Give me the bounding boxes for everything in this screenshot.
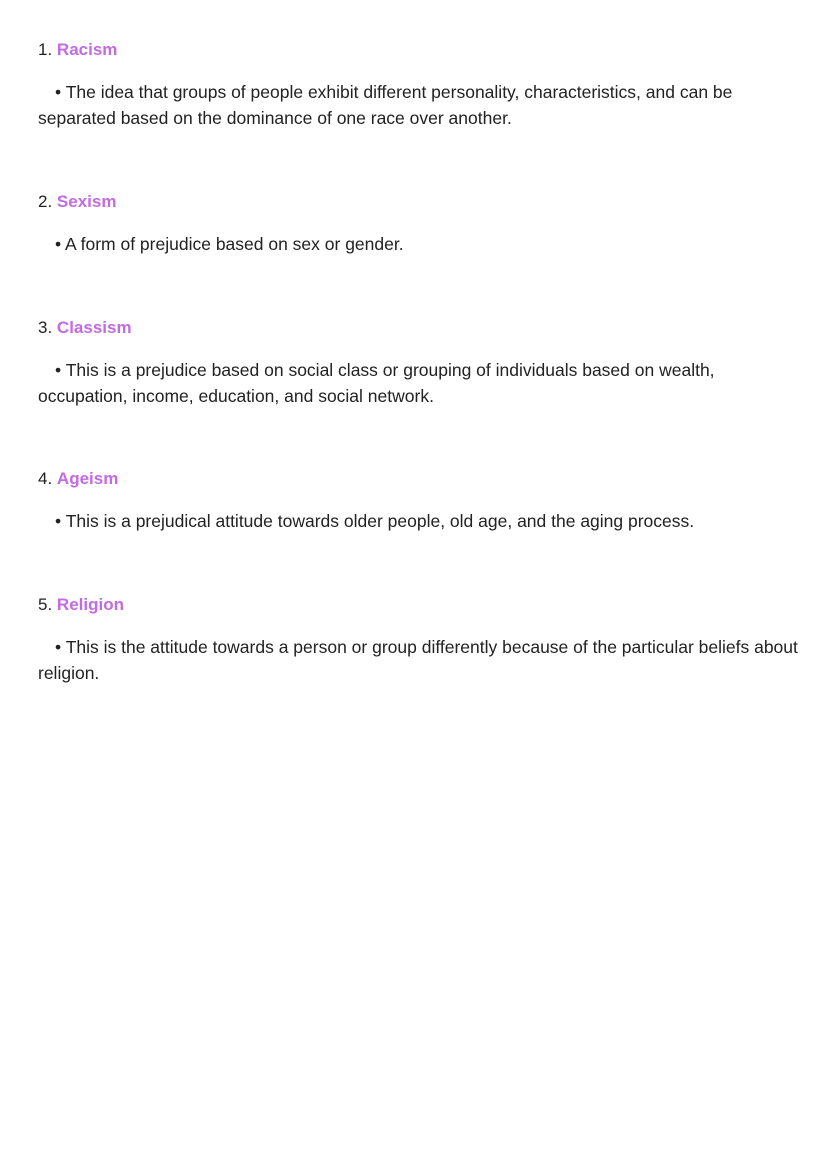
list-item-racism: [38, 39, 798, 131]
list-item-ageism: [38, 468, 798, 534]
item-description-text: The idea that groups of people exhibit different personality, characteristics, and can be separated based on the dominance of one race over another.: [38, 82, 733, 128]
item-term: Religion: [56, 595, 124, 614]
bullet-icon: •: [55, 234, 62, 254]
list-item-classism: [38, 317, 798, 409]
bullet-icon: •: [55, 82, 62, 102]
item-term: Racism: [56, 40, 118, 59]
item-heading: [38, 317, 798, 339]
item-description: [38, 508, 798, 534]
item-description: [38, 231, 798, 257]
item-description: [38, 634, 798, 686]
list-item-religion: [38, 594, 798, 686]
item-heading: [38, 39, 798, 61]
item-heading: [38, 468, 798, 490]
bullet-icon: •: [55, 511, 62, 531]
item-description-text: This is the attitude towards a person or group differently because of the particular beliefs about religion.: [38, 637, 798, 683]
item-number: 1.: [38, 40, 53, 59]
item-number: 4.: [38, 469, 53, 488]
item-heading: [38, 191, 798, 213]
bullet-icon: •: [55, 637, 62, 657]
item-number: 5.: [38, 595, 53, 614]
item-term: Classism: [56, 318, 132, 337]
item-description: [38, 79, 798, 131]
item-term: Ageism: [56, 469, 119, 488]
item-description-text: This is a prejudice based on social class or grouping of individuals based on wealth, occupation, income, education, and social network.: [38, 360, 715, 406]
bullet-icon: •: [55, 360, 62, 380]
item-description: [38, 357, 798, 409]
item-description-text: This is a prejudical attitude towards older people, old age, and the aging process.: [65, 511, 695, 531]
item-term: Sexism: [56, 192, 117, 211]
item-heading: [38, 594, 798, 616]
list-item-sexism: [38, 191, 798, 257]
item-number: 2.: [38, 192, 53, 211]
item-number: 3.: [38, 318, 53, 337]
item-description-text: A form of prejudice based on sex or gender.: [65, 234, 404, 254]
